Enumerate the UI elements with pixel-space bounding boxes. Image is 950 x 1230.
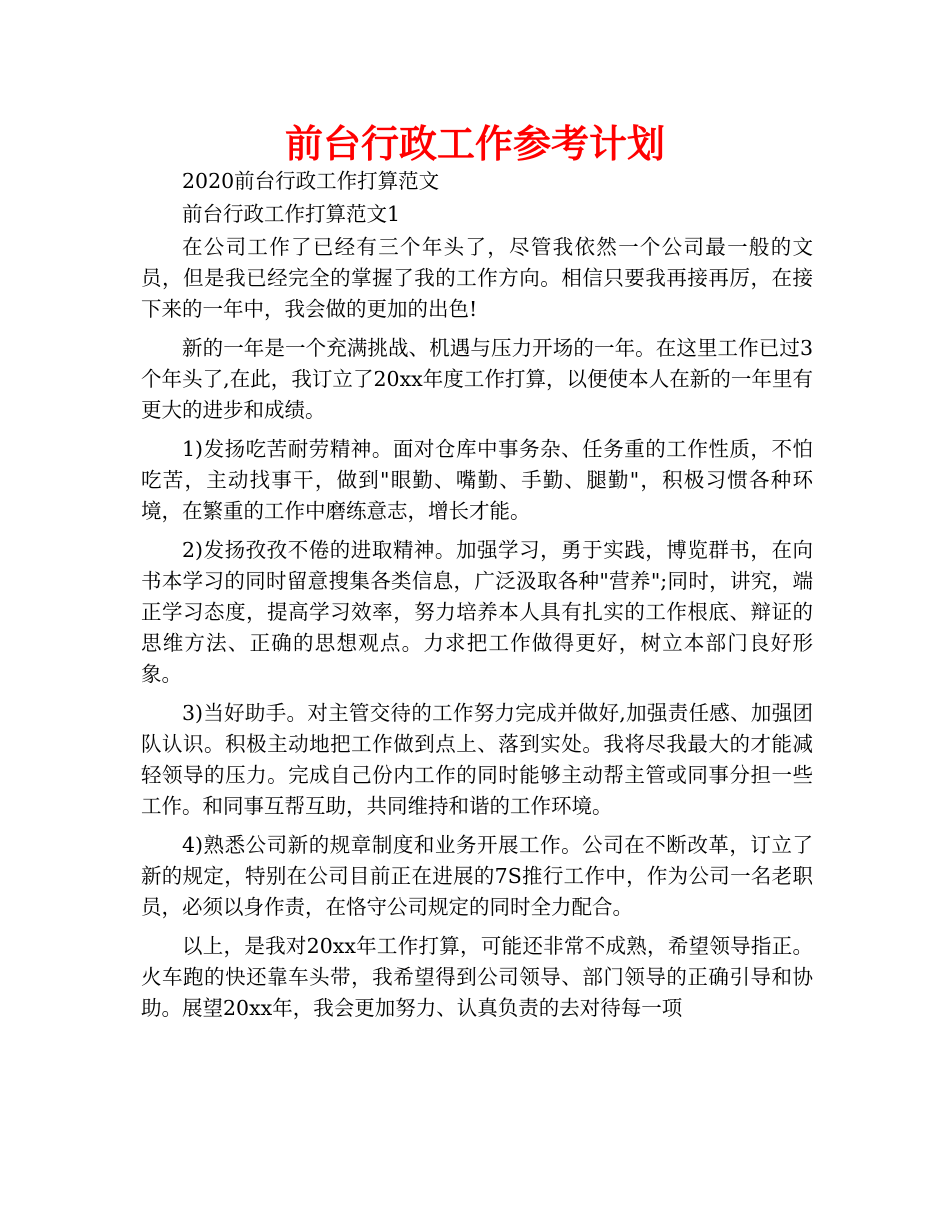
paragraph: 在公司工作了已经有三个年头了，尽管我依然一个公司最一般的文员，但是我已经完全的掌握了我的工作方向。相信只要我再接再厉，在接下来的一年中，我会做的更加的出色!: [141, 235, 813, 321]
paragraph: 新的一年是一个充满挑战、机遇与压力开场的一年。在这里工作已过3个年头了,在此，我订立了20xx年度工作打算，以便使本人在新的一年里有更大的进步和成绩。: [141, 336, 813, 422]
paragraph: 3)当好助手。对主管交待的工作努力完成并做好,加强责任感、加强团队认识。积极主动地把工作做到点上、落到实处。我将尽我最大的才能减轻领导的压力。完成自己份内工作的同时能够主动帮主管或同事分担一些工作。和同事互帮互助，共同维持和谐的工作环境。: [141, 701, 813, 818]
paragraph-subtitle: 2020前台行政工作打算范文: [182, 169, 440, 193]
paragraph-section-heading: 前台行政工作打算范文1: [182, 202, 401, 226]
paragraph: 1)发扬吃苦耐劳精神。面对仓库中事务杂、任务重的工作性质，不怕吃苦，主动找事干，做到"眼勤、嘴勤、手勤、腿勤"，积极习惯各种环境，在繁重的工作中磨练意志，增长才能。: [141, 437, 813, 523]
paragraph: 2)发扬孜孜不倦的进取精神。加强学习，勇于实践，博览群书，在向书本学习的同时留意搜集各类信息，广泛汲取各种"营养";同时，讲究，端正学习态度，提高学习效率，努力培养本人具有扎实的工作根底、辩证的思维方法、正确的思想观点。力求把工作做得更好，树立本部门良好形象。: [141, 538, 813, 686]
paragraph: 以上，是我对20xx年工作打算，可能还非常不成熟，希望领导指正。火车跑的快还靠车头带，我希望得到公司领导、部门领导的正确引导和协助。展望20xx年，我会更加努力、认真负责的去对待每一项: [141, 934, 813, 1020]
document-body: [141, 166, 813, 1032]
document-title: 前台行政工作参考计划: [284, 122, 665, 166]
paragraph: 4)熟悉公司新的规章制度和业务开展工作。公司在不断改革，订立了新的规定，特别在公司目前正在进展的7S推行工作中，作为公司一名老职员，必须以身作责，在恪守公司规定的同时全力配合。: [141, 833, 813, 919]
